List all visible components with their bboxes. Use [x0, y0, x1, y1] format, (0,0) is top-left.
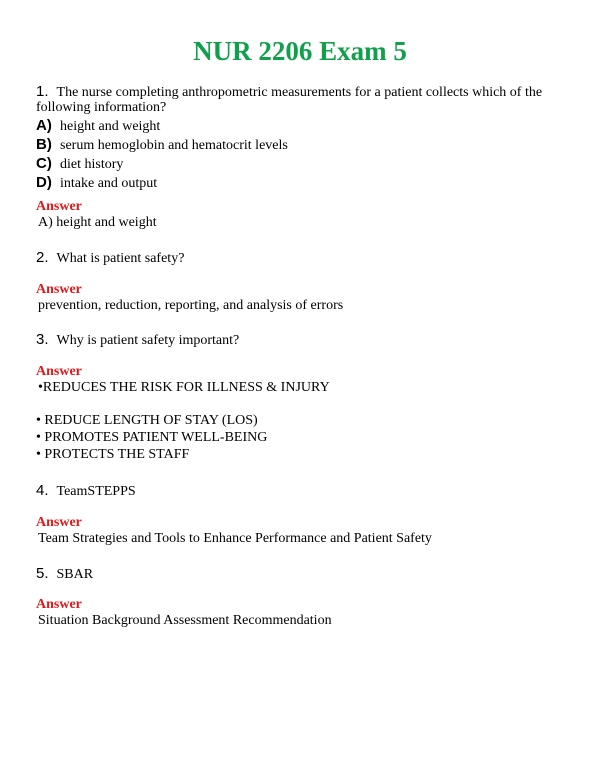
- question-number: 2.: [36, 249, 49, 266]
- option-letter: D): [36, 174, 52, 191]
- option-text: intake and output: [60, 176, 158, 191]
- question-body: Why is patient safety important?: [56, 333, 240, 348]
- option-letter: A): [36, 117, 52, 134]
- answer-label: Answer: [36, 515, 82, 530]
- answer-label: Answer: [36, 282, 82, 297]
- answer-text: prevention, reduction, reporting, and analysis of errors: [38, 298, 344, 313]
- question-text: [36, 84, 556, 115]
- question-body: SBAR: [56, 567, 94, 582]
- option-a: [36, 117, 556, 136]
- page-title: NUR 2206 Exam 5: [193, 36, 407, 66]
- answer-bullet: • PROMOTES PATIENT WELL-BEING: [36, 430, 268, 445]
- option-d: [36, 174, 556, 193]
- option-letter: C): [36, 155, 52, 172]
- answer-3: [36, 364, 556, 463]
- question-text: [36, 566, 556, 582]
- answer-text: Team Strategies and Tools to Enhance Performance and Patient Safety: [38, 531, 432, 546]
- question-1: [36, 84, 556, 193]
- answer-4: [36, 515, 556, 547]
- question-5: [36, 566, 556, 582]
- question-number: 3.: [36, 331, 49, 348]
- answer-text: Situation Background Assessment Recommendation: [38, 613, 332, 628]
- question-3: [36, 332, 556, 348]
- answer-2: [36, 282, 556, 314]
- question-body: What is patient safety?: [56, 251, 185, 266]
- question-text: [36, 250, 556, 266]
- answer-1: [36, 199, 556, 231]
- answer-label: Answer: [36, 597, 82, 612]
- question-4: [36, 483, 556, 499]
- question-text: [36, 483, 556, 499]
- question-body: TeamSTEPPS: [56, 484, 136, 499]
- answer-5: [36, 597, 556, 629]
- option-text: diet history: [60, 157, 124, 172]
- question-text: [36, 332, 556, 348]
- answer-bullet: • REDUCE LENGTH OF STAY (LOS): [36, 413, 258, 428]
- option-letter: B): [36, 136, 52, 153]
- question-number: 5.: [36, 565, 49, 582]
- answer-label: Answer: [36, 364, 82, 379]
- answer-bullet: •REDUCES THE RISK FOR ILLNESS & INJURY: [38, 380, 330, 395]
- option-c: [36, 155, 556, 174]
- option-b: [36, 136, 556, 155]
- question-2: [36, 250, 556, 266]
- answer-label: Answer: [36, 199, 82, 214]
- answer-text: A) height and weight: [38, 215, 157, 230]
- question-body: The nurse completing anthropometric measurements for a patient collects which of the following information?: [36, 85, 543, 115]
- option-text: height and weight: [60, 119, 161, 134]
- answer-bullet: • PROTECTS THE STAFF: [36, 447, 190, 462]
- option-text: serum hemoglobin and hematocrit levels: [60, 138, 288, 153]
- question-number: 1.: [36, 83, 49, 100]
- question-number: 4.: [36, 482, 49, 499]
